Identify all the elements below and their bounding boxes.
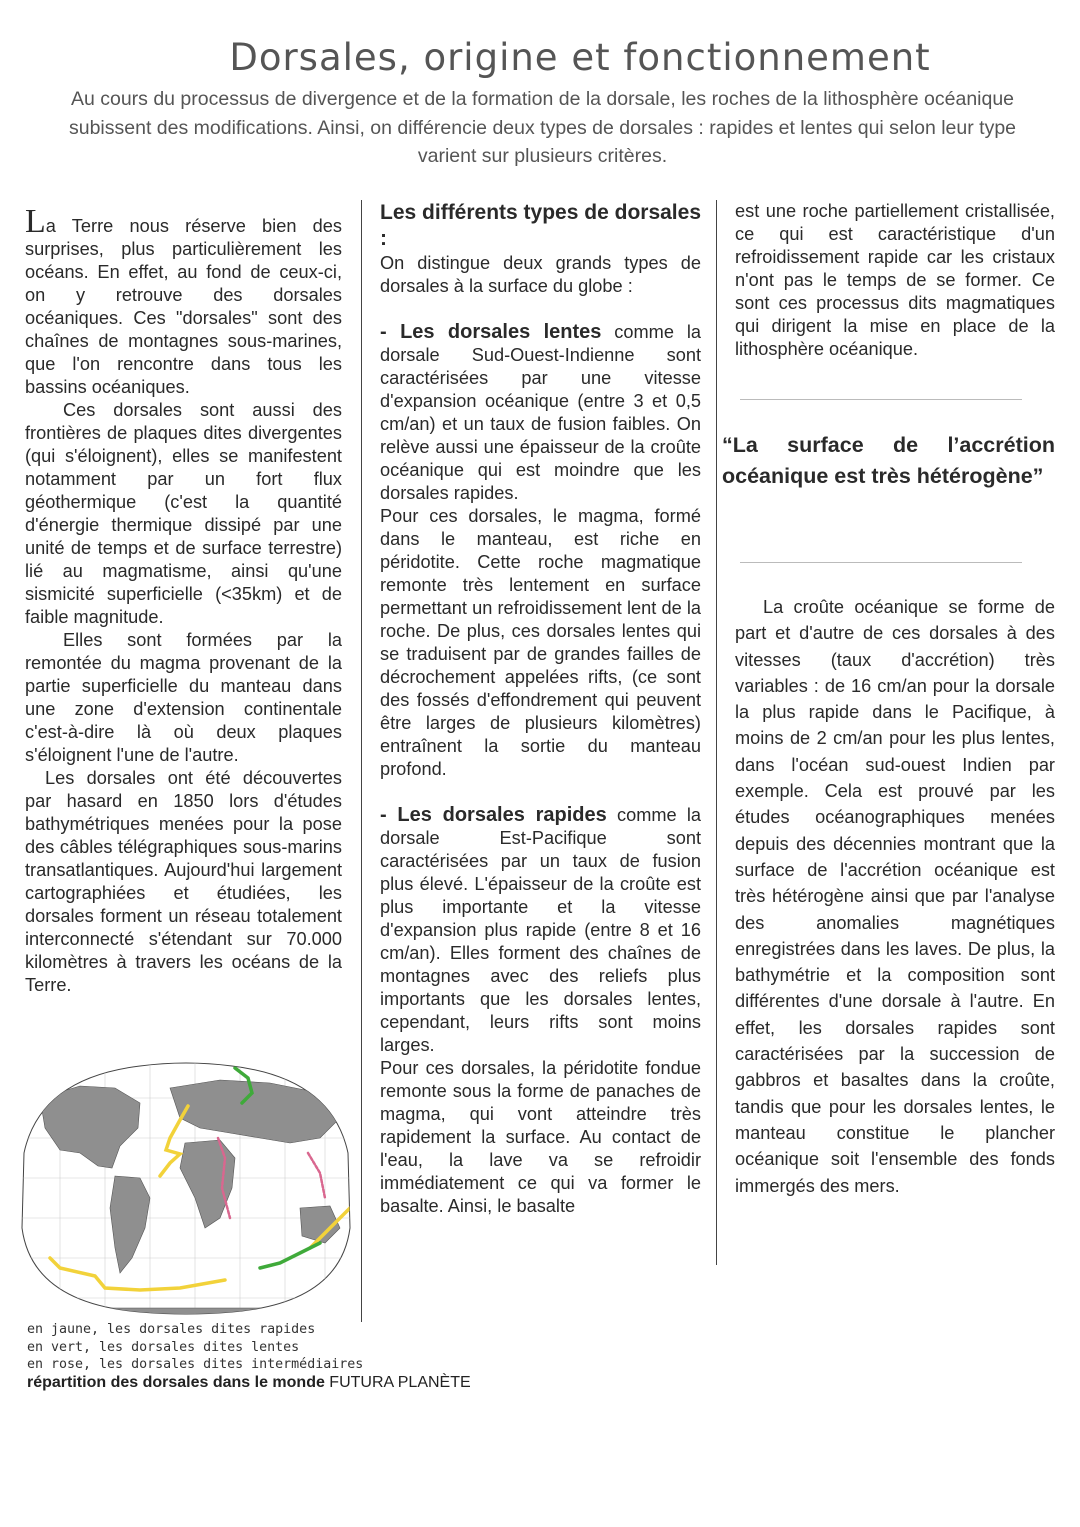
antarctica [80,1308,280,1316]
col3-paragraph-1: est une roche partiellement cristallisée, ce qui est caractéristique d'un refroidissement rapide car les cristaux n'ont pas le temps de se former. Ce sont ces processus dits magmatiques qui dirigent la mise en place de la lithosphère océanique. [735,201,1055,359]
dorsales-lentes-paragraph-2: Pour ces dorsales, le magma, formé dans le manteau, est riche en péridotite. Cette roche magmatique remonte très lentement en surface permettant un refroidissement lent de la roche. De plus, ces dorsales lentes qui se traduisent par de grandes failles de décrochement appelées rifts, (ce sont des fossés d'effondrement qui peuvent être larges de plusieurs kilomètres) entraînent la sortie du manteau profond. [380,506,701,779]
map-legend [27,1321,363,1374]
dorsales-lentes-paragraph: - Les dorsales lentes comme la dorsale Sud-Ouest-Indienne sont caractérisées par une vitesse d'expansion océanique (entre 3 et 0,5 cm/an) et un taux de fusion faibles. On relève aussi une épaisseur de la croûte océanique qui est moindre que les dorsales rapides. [380,321,701,503]
map-caption [27,1374,471,1392]
col1-paragraph-2: Ces dorsales sont aussi des frontières de plaques dites divergentes (qui s'éloignent), elles se manifestent notamment par un fort flux géothermique (c'est la quantité d'énergie thermique dissipé par une unité de temps et de surface terrestre) lié au magmatisme, ainsi qu'une sismicité superficielle (<35km) et de faible magnitude. [25,400,342,627]
col1-paragraph-3: Elles sont formées par la remontée du magma provenant de la partie superficielle du manteau dans une zone d'extension continentale c'est-à-dire là où deux plaques s'éloignent l'une de l'autre. [25,630,342,765]
dorsales-rapides-title: - Les dorsales rapides [380,804,607,826]
legend-rapides: en jaune, les dorsales dites rapides [27,1322,316,1337]
column-3-continued [735,594,1055,1199]
col1-paragraph-1: La Terre nous réserve bien des surprises, plus particulièrement les océans. En effet, au fond de ceux-ci, on y retrouve des dorsales océaniques. Ces "dorsales" sont des chaînes de montagnes sous-marines, que l'on rencontre dans tous les bassins océaniques. [25,203,342,397]
pull-quote: “La surface de l’accrétion océanique est très hétérogène” [722,433,1055,488]
quote-rule-bottom [740,562,1022,563]
dorsales-rapides-paragraph: - Les dorsales rapides comme la dorsale Est-Pacifique sont caractérisées par un taux de fusion plus élevé. L'épaisseur de la croûte est plus importante et la vitesse d'expansion plus rapide (entre 8 et 16 cm/an). Elles forment des chaînes de montagnes avec des reliefs plus importants que les dorsales lentes, cependant, leurs rifts sont moins larges. [380,804,701,1055]
column-2 [380,200,701,1218]
quote-rule-top [740,399,1022,400]
intro-paragraph: Au cours du processus de divergence et de la formation de la dorsale, les roches de la lithosphère océanique subissent des modifications. Ainsi, on différencie deux types de dorsales : rapides et lentes qui selon leur type varient sur plusieurs critères. [68,88,1017,167]
drop-cap: L [25,203,46,240]
ridges-world-map [20,1058,352,1316]
dorsales-lentes-title: - Les dorsales lentes [380,321,602,343]
column-1 [25,203,342,997]
page-title: Dorsales, origine et fonctionnement [229,36,931,79]
column-3 [735,200,1055,361]
column-divider-1 [361,200,362,1322]
col1-paragraph-4: Les dorsales ont été découvertes par hasard en 1850 lors d'études bathymétriques menées pour la pose des câbles télégraphiques sous-marins transatlantiques. Aujourd'hui largement cartographiées et étudiées, les dorsales forment un réseau totalement interconnecté s'étendant sur 70.000 kilomètres à travers les océans de la Terre. [25,768,342,995]
column-divider-2 [716,200,717,1265]
col3-paragraph-2: La croûte océanique se forme de part et d'autre de ces dorsales à des vitesses (taux d'accrétion) très variables : de 16 cm/an pour la dorsale la plus rapide dans le Pacifique, à moins de 2 cm/an pour les plus lentes, dans l'océan sud-ouest Indien par exemple. Cela est prouvé par les études océanographiques menées depuis des décennies montrant que la surface de l'accrétion océanique est très hétérogène ainsi que par l'analyse des anomalies magnétiques enregistrées dans les laves. De plus, la bathymétrie et la composition sont différentes d'une dorsale à l'autre. En effet, les dorsales rapides sont caractérisées par la succession de gabbros et basaltes dans la croûte, tandis que pour les dorsales lentes, le manteau constitue le plancher océanique soit l'ensemble des fonds immergés des mers. [735,597,1055,1196]
dorsales-rapides-paragraph-2: Pour ces dorsales, la péridotite fondue remonte sous la forme de panaches de magma, qui vont atteindre très rapidement la surface. Au contact de l'eau, la lave va se refroidir immédiatement ce qui va former le basalte. Ainsi, le basalte [380,1058,701,1216]
section-heading: Les différents types de dorsales : [380,201,701,250]
caption-bold: répartition des dorsales dans le monde [27,1374,325,1391]
caption-source: FUTURA PLANÈTE [324,1374,471,1391]
legend-intermediaires: en rose, les dorsales dites intermédiaires [27,1357,364,1372]
col2-intro: On distingue deux grands types de dorsales à la surface du globe : [380,253,701,296]
legend-lentes: en vert, les dorsales dites lentes [27,1339,300,1355]
